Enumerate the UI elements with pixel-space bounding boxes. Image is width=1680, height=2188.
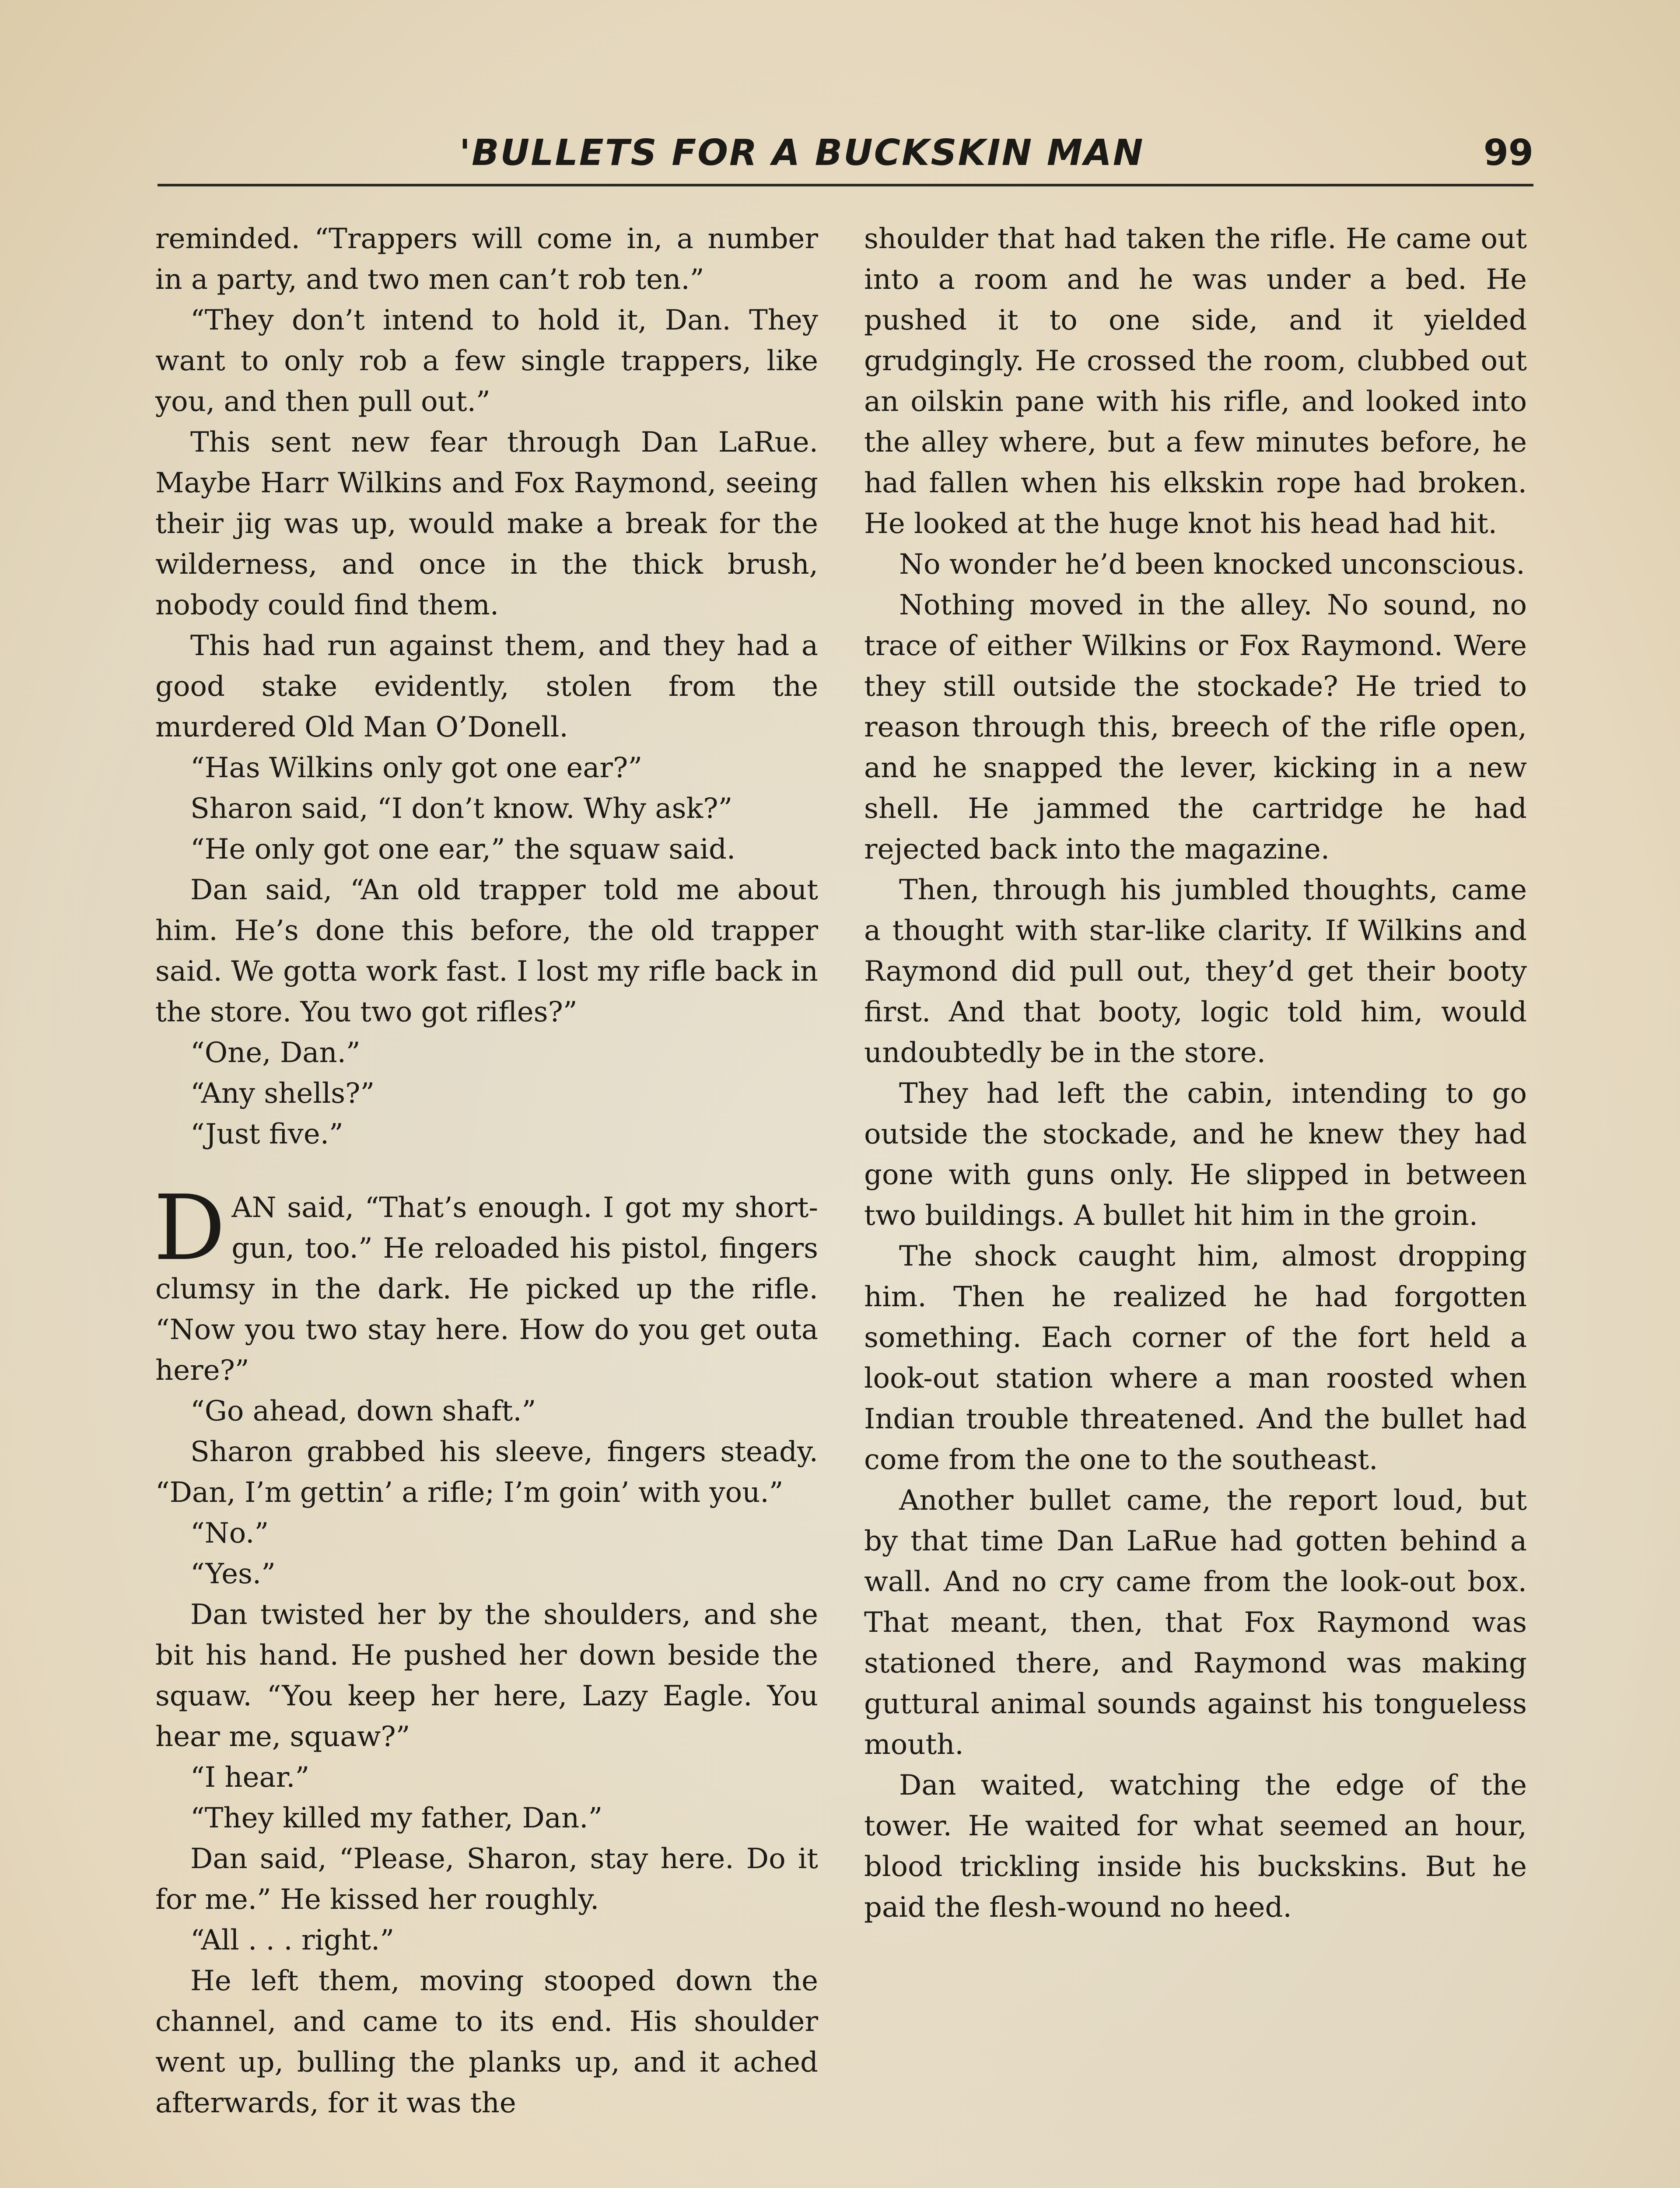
running-header: [158, 127, 1533, 186]
paragraph: “Has Wilkins only got one ear?”: [190, 752, 643, 784]
drop-cap: D: [154, 1176, 226, 1280]
paragraph: Sharon said, “I don’t know. Why ask?”: [190, 792, 733, 825]
paragraph: This had run against them, and they had a good stake evidently, stolen from the murdered Old Man O’Donell.: [155, 630, 818, 743]
right-column: [864, 219, 1527, 1928]
paragraph: This sent new fear through Dan LaRue. Maybe Harr Wilkins and Fox Raymond, seeing their jig was up, would make a break for the wilderness, and once in the thick brush, nobody could find them.: [155, 426, 818, 621]
paragraph: Dan said, “Please, Sharon, stay here. Do it for me.” He kissed her roughly.: [155, 1843, 818, 1916]
paragraph: “Go ahead, down shaft.”: [190, 1395, 536, 1427]
left-column: [155, 219, 818, 2124]
paragraph: Dan said, “An old trapper told me about him. He’s done this before, the old trapper said. We gotta work fast. I lost my rifle back in the store. You two got rifles?”: [155, 874, 818, 1028]
section-opening-paragraph: [154, 1176, 818, 1391]
paragraph: They had left the cabin, intending to go outside the stockade, and he knew they had gone with guns only. He slipped in between two buildings. A bullet hit him in the groin.: [864, 1077, 1527, 1232]
section-opening-text: AN said, “That’s enough. I got my short-gun, too.” He reloaded his pistol, fingers clumsy in the dark. He picked up the rifle. “Now you two stay here. How do you get outa here?”: [155, 1192, 818, 1387]
paragraph: “Yes.”: [190, 1558, 276, 1590]
paragraph: “Any shells?”: [190, 1077, 375, 1110]
paragraph: “They don’t intend to hold it, Dan. They want to only rob a few single trappers, like you, and then pull out.”: [155, 304, 818, 418]
paragraph: Then, through his jumbled thoughts, came a thought with star-like clarity. If Wilkins and Raymond did pull out, they’d get their booty first. And that booty, logic told him, would undoubtedly be in the store.: [864, 874, 1527, 1069]
paragraph: No wonder he’d been knocked unconscious.: [899, 548, 1525, 581]
paragraph: “All . . . right.”: [190, 1924, 395, 1957]
story-title: 'BULLETS FOR A BUCKSKIN MAN: [459, 132, 1144, 174]
paragraph: shoulder that had taken the rifle. He came out into a room and he was under a bed. He pushed it to one side, and it yielded grudgingly. He crossed the room, clubbed out an oilskin pane with his rifle, and looked into the alley where, but a few minutes before, he had fallen when his elkskin rope had broken. He looked at the huge knot his head had hit.: [864, 223, 1527, 540]
paragraph: reminded. “Trappers will come in, a number in a party, and two men can’t rob ten.”: [155, 223, 818, 296]
paragraph: “They killed my father, Dan.”: [190, 1802, 603, 1834]
page-number: 99: [1483, 132, 1533, 174]
paragraph: “No.”: [190, 1517, 269, 1550]
paragraph: “I hear.”: [190, 1761, 310, 1794]
paragraph: Dan waited, watching the edge of the tower. He waited for what seemed an hour, blood trickling inside his buckskins. But he paid the flesh-wound no heed.: [864, 1769, 1527, 1924]
paragraph: Another bullet came, the report loud, but by that time Dan LaRue had gotten behind a wall. And no cry came from the look-out box. That meant, then, that Fox Raymond was stationed there, and Raymond was making guttural animal sounds against his tongueless mouth.: [864, 1484, 1527, 1761]
paragraph: The shock caught him, almost dropping him. Then he realized he had forgotten something. Each corner of the fort held a look-out station where a man roosted when Indian trouble threatened. And the bullet had come from the one to the southeast.: [864, 1240, 1527, 1476]
paragraph: Nothing moved in the alley. No sound, no trace of either Wilkins or Fox Raymond. Were they still outside the stockade? He tried to reason through this, breech of the rifle open, and he snapped the lever, kicking in a new shell. He jammed the cartridge he had rejected back into the magazine.: [864, 589, 1527, 866]
paragraph: “Just five.”: [190, 1118, 343, 1150]
paragraph: Dan twisted her by the shoulders, and she bit his hand. He pushed her down beside the squaw. “You keep her here, Lazy Eagle. You hear me, squaw?”: [155, 1599, 818, 1753]
paragraph: He left them, moving stooped down the channel, and came to its end. His shoulder went up, bulling the planks up, and it ached afterwards, for it was the: [155, 1965, 818, 2119]
paragraph: “He only got one ear,” the squaw said.: [190, 833, 736, 866]
paragraph: Sharon grabbed his sleeve, fingers steady. “Dan, I’m gettin’ a rifle; I’m goin’ with you.”: [155, 1436, 818, 1509]
paragraph: “One, Dan.”: [190, 1037, 360, 1069]
